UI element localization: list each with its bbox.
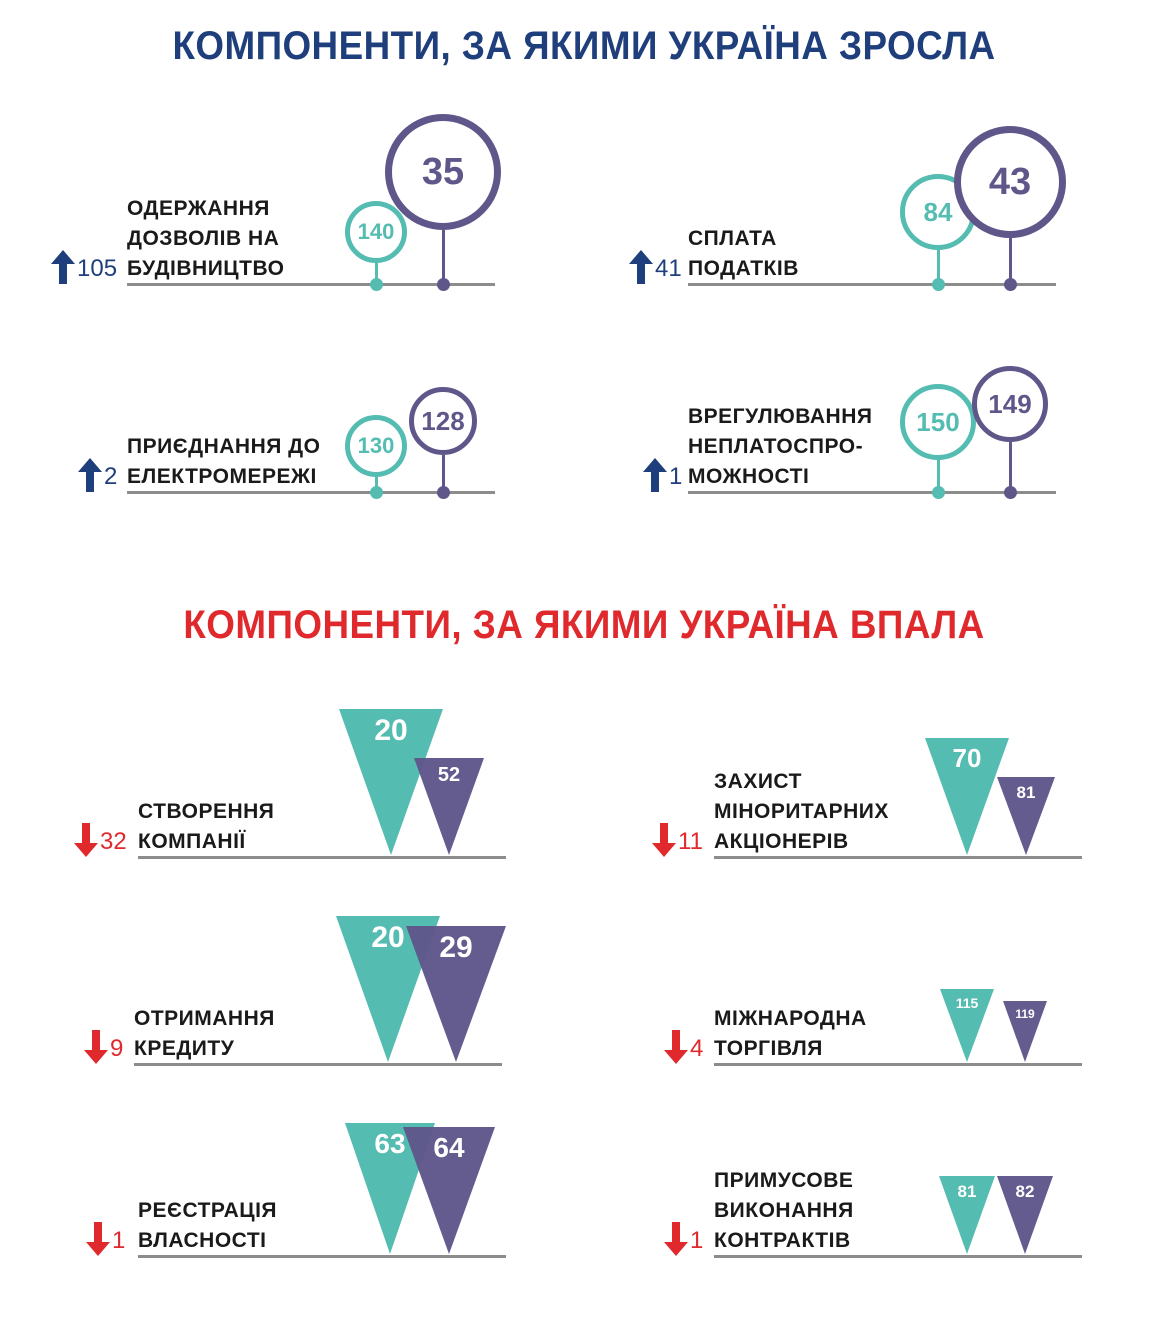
current-rank-stem (442, 230, 445, 284)
previous-rank-triangle-value: 70 (952, 743, 982, 773)
label-line: КОМПАНІЇ (138, 830, 246, 853)
label-line: СТВОРЕННЯ (138, 800, 275, 823)
label-line: ВИКОНАННЯ (714, 1199, 854, 1222)
component-label (688, 224, 799, 284)
current-rank-circle: 149 (972, 366, 1048, 442)
label-line: ВЛАСНОСТІ (138, 1229, 267, 1252)
rank-change-value: 41 (655, 255, 682, 282)
arrow-down-icon (74, 823, 98, 857)
label-line: МІЖНАРОДНА (714, 1007, 867, 1030)
label-line: МІНОРИТАРНИХ (714, 800, 889, 823)
rank-change-value: 105 (77, 255, 118, 282)
arrow-down-icon (86, 1222, 110, 1256)
rank-change (664, 1222, 703, 1256)
component-label (134, 1004, 275, 1064)
previous-rank-circle: 84 (900, 174, 976, 250)
previous-rank-triangle-value: 115 (955, 995, 979, 1011)
rank-change (78, 458, 117, 492)
label-line: ДОЗВОЛІВ НА (127, 227, 280, 250)
previous-rank-dot (932, 486, 945, 499)
previous-rank-triangle-value: 20 (371, 921, 405, 954)
arrow-up-icon (643, 458, 667, 492)
current-rank-triangle-value: 64 (433, 1132, 465, 1163)
label-line: АКЦІОНЕРІВ (714, 830, 849, 853)
component-label (688, 402, 872, 492)
rank-change (86, 1222, 125, 1256)
current-rank-triangle-value: 52 (437, 764, 461, 786)
previous-rank-triangle-value: 20 (374, 714, 408, 747)
component-label (127, 432, 320, 492)
label-line: КРЕДИТУ (134, 1037, 235, 1060)
previous-rank-circle: 130 (345, 415, 407, 477)
label-line: ОТРИМАННЯ (134, 1007, 275, 1030)
label-line: ЕЛЕКТРОМЕРЕЖІ (127, 465, 317, 488)
rank-change-value: 11 (678, 828, 703, 855)
rank-change-value: 1 (690, 1227, 704, 1254)
arrow-up-icon (78, 458, 102, 492)
rank-change-value: 9 (110, 1035, 124, 1062)
label-line: ВРЕГУЛЮВАННЯ (688, 405, 873, 428)
arrow-down-icon (652, 823, 676, 857)
current-rank-dot (437, 486, 450, 499)
arrow-down-icon (84, 1030, 108, 1064)
previous-rank-circle: 150 (900, 384, 976, 460)
current-rank-triangle-value: 119 (1015, 1007, 1035, 1021)
rank-change-value: 4 (690, 1035, 704, 1062)
current-rank-circle: 43 (954, 126, 1066, 238)
current-rank-dot (1004, 486, 1017, 499)
label-line: ЗАХИСТ (714, 770, 802, 793)
rank-change (664, 1030, 703, 1064)
current-rank-triangle-value: 82 (1015, 1182, 1035, 1201)
current-rank-circle: 128 (409, 387, 477, 455)
section-title-increased: КОМПОНЕНТИ, ЗА ЯКИМИ УКРАЇНА ЗРОСЛА (172, 24, 996, 68)
label-line: КОНТРАКТІВ (714, 1229, 851, 1252)
component-label (138, 1196, 277, 1256)
component-label (714, 767, 889, 857)
rank-change-value: 2 (104, 463, 118, 490)
rank-change (74, 823, 127, 857)
arrow-down-icon (664, 1030, 688, 1064)
component-label (714, 1004, 867, 1064)
rank-change (652, 823, 703, 857)
label-line: НЕПЛАТОСПРО- (688, 435, 864, 458)
previous-rank-dot (370, 486, 383, 499)
previous-rank-dot (370, 278, 383, 291)
arrow-down-icon (664, 1222, 688, 1256)
rank-change-value: 1 (112, 1227, 126, 1254)
current-rank-dot (437, 278, 450, 291)
previous-rank-circle: 140 (345, 201, 407, 263)
label-line: БУДІВНИЦТВО (127, 257, 285, 280)
component-label (127, 194, 284, 284)
rank-change (51, 250, 117, 284)
rank-change (84, 1030, 123, 1064)
previous-rank-triangle-value: 81 (957, 1182, 977, 1201)
rank-change (629, 250, 682, 284)
previous-rank-dot (932, 278, 945, 291)
current-rank-dot (1004, 278, 1017, 291)
label-line: СПЛАТА (688, 227, 777, 250)
current-rank-triangle-value: 81 (1016, 783, 1036, 802)
label-line: РЕЄСТРАЦІЯ (138, 1199, 278, 1222)
rank-change-value: 32 (100, 828, 127, 855)
current-rank-triangle-value: 29 (439, 931, 473, 964)
label-line: МОЖНОСТІ (688, 465, 810, 488)
rank-change-value: 1 (669, 463, 683, 490)
arrow-up-icon (51, 250, 75, 284)
current-rank-stem (1009, 442, 1012, 492)
component-label (138, 797, 274, 857)
rank-change (643, 458, 682, 492)
label-line: ТОРГІВЛЯ (714, 1037, 823, 1060)
section-title-decreased: КОМПОНЕНТИ, ЗА ЯКИМИ УКРАЇНА ВПАЛА (183, 603, 985, 647)
arrow-up-icon (629, 250, 653, 284)
label-line: ПРИМУСОВЕ (714, 1169, 854, 1192)
label-line: ОДЕРЖАННЯ (127, 197, 270, 220)
current-rank-circle: 35 (385, 114, 501, 230)
label-line: ПОДАТКІВ (688, 257, 799, 280)
component-label (714, 1166, 854, 1256)
label-line: ПРИЄДНАННЯ ДО (127, 435, 321, 458)
previous-rank-triangle-value: 63 (374, 1128, 406, 1159)
